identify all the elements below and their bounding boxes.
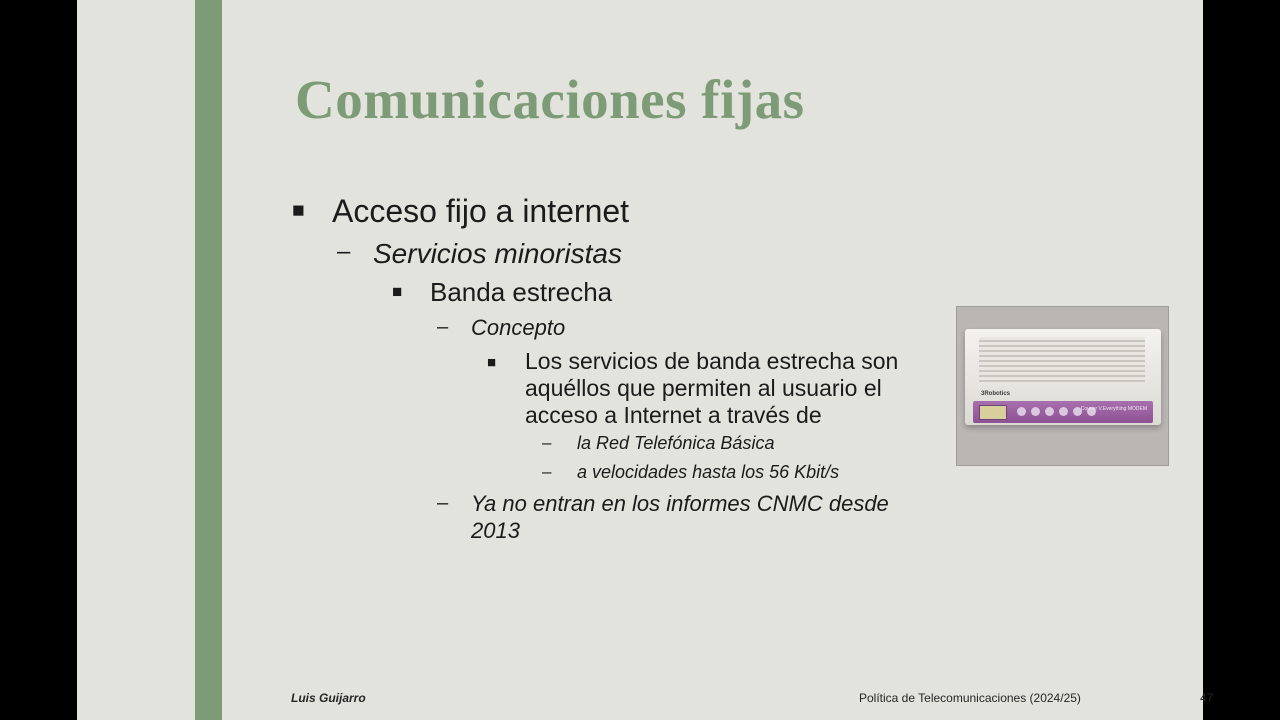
list-item-label: la Red Telefónica Básica	[577, 433, 775, 454]
modem-led-icon	[1017, 407, 1026, 416]
list-item	[437, 315, 932, 342]
modem-brand-label: 3Robotics	[981, 391, 1011, 397]
footer-course: Política de Telecomunicaciones (2024/25)	[859, 691, 1081, 705]
modem-display	[979, 405, 1007, 420]
list-item-label: Acceso fijo a internet	[332, 193, 630, 229]
dash-bullet-icon: –	[437, 492, 449, 515]
list-item-label: Servicios minoristas	[373, 238, 622, 270]
list-item	[437, 491, 932, 545]
list-item	[392, 277, 932, 309]
list-item-label: Concepto	[471, 314, 566, 340]
modem-photo	[956, 306, 1169, 466]
list-item-label: Ya no entran en los informes CNMC desde 2013	[471, 491, 889, 543]
bullet-list	[292, 192, 932, 551]
list-item	[487, 348, 932, 429]
modem-led-icon	[1031, 407, 1040, 416]
square-bullet-icon: ■	[487, 353, 497, 371]
modem-body	[965, 329, 1161, 425]
modem-panel-label: Courier V.Everything MODEM	[1080, 406, 1147, 412]
modem-vents	[979, 337, 1145, 385]
modem-led-icon	[1045, 407, 1054, 416]
list-item	[337, 237, 932, 271]
modem-front-panel	[973, 401, 1153, 423]
dash-bullet-icon: –	[437, 315, 449, 338]
dash-bullet-icon: –	[542, 462, 552, 482]
list-item-label: Los servicios de banda estrecha son aquéllos que permiten al usuario el acceso a Internet a través de	[525, 347, 899, 428]
list-item	[292, 192, 932, 231]
list-item	[542, 462, 932, 484]
dash-bullet-icon: –	[337, 238, 351, 266]
footer-page-number: 47	[1200, 691, 1214, 705]
list-item-label: Banda estrecha	[430, 277, 613, 308]
list-item	[542, 433, 932, 455]
square-bullet-icon: ■	[292, 199, 305, 222]
footer-author: Luis Guijarro	[291, 691, 366, 705]
list-item-label: a velocidades hasta los 56 Kbit/s	[577, 462, 840, 483]
modem-led-icon	[1059, 407, 1068, 416]
square-bullet-icon: ■	[392, 282, 403, 302]
accent-bar	[195, 0, 222, 720]
dash-bullet-icon: –	[542, 433, 552, 453]
slide-canvas	[77, 0, 1214, 720]
page-title: Comunicaciones fijas	[295, 69, 805, 130]
